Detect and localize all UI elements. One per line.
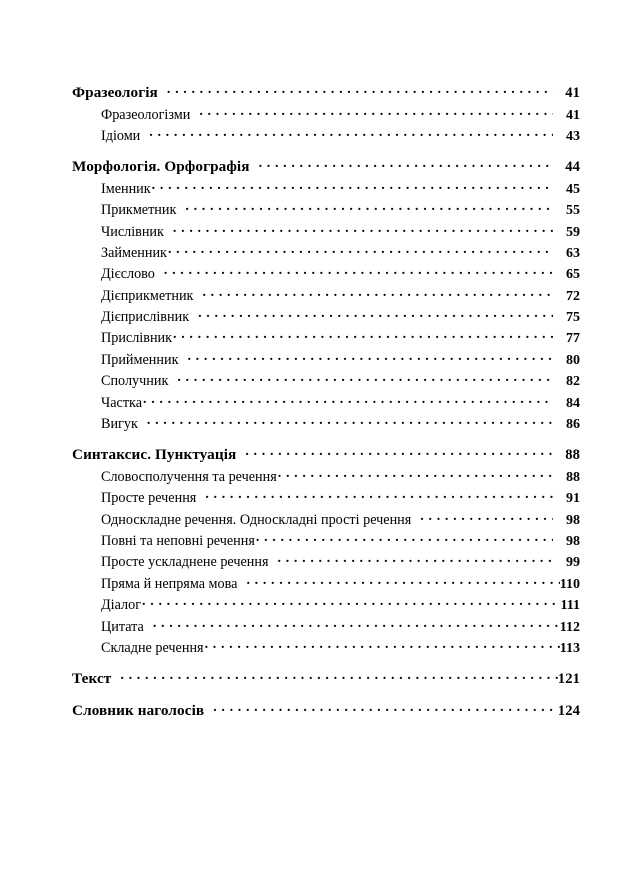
toc-entry-page-number: 121 bbox=[557, 671, 580, 688]
toc-entry[interactable] bbox=[72, 638, 580, 659]
dot-leader bbox=[199, 104, 553, 118]
toc-entry[interactable] bbox=[72, 668, 580, 690]
toc-entry[interactable] bbox=[72, 221, 580, 242]
toc-entry[interactable] bbox=[72, 392, 580, 413]
toc-entry-page-number: 112 bbox=[559, 619, 580, 635]
dot-leader bbox=[177, 371, 553, 385]
toc-entry-page-number: 88 bbox=[565, 447, 580, 464]
toc-entry-label: Словник наголосів bbox=[72, 701, 205, 719]
toc-entry[interactable] bbox=[72, 574, 580, 595]
dot-leader bbox=[198, 307, 553, 321]
toc-entry[interactable] bbox=[72, 444, 580, 466]
toc-entry-page-number: 75 bbox=[566, 310, 580, 326]
toc-entry-label: Діалог bbox=[101, 597, 142, 614]
dot-leader bbox=[142, 595, 560, 609]
toc-entry[interactable] bbox=[72, 552, 580, 573]
dot-leader bbox=[153, 616, 560, 630]
dot-leader bbox=[149, 126, 553, 140]
toc-entry-page-number: 63 bbox=[566, 245, 580, 261]
dot-leader bbox=[205, 488, 553, 502]
toc-entry[interactable] bbox=[72, 126, 580, 147]
dot-leader bbox=[278, 552, 553, 566]
toc-entry-label: Синтаксис. Пунктуація bbox=[72, 446, 237, 464]
toc-entry-label: Числівник bbox=[101, 223, 164, 240]
dot-leader bbox=[173, 221, 553, 235]
toc-entry[interactable] bbox=[72, 700, 580, 722]
toc-entry-page-number: 98 bbox=[566, 534, 580, 549]
toc-entry-label: Ідіоми bbox=[101, 127, 141, 144]
toc-entry[interactable] bbox=[72, 307, 580, 328]
toc-entry-label: Цитата bbox=[101, 618, 144, 635]
toc-entry[interactable] bbox=[72, 509, 580, 530]
dot-leader bbox=[173, 328, 553, 342]
toc-entry-label: Фразеологія bbox=[72, 84, 158, 102]
toc-entry-page-number: 88 bbox=[566, 469, 580, 485]
toc-entry[interactable] bbox=[72, 82, 580, 104]
dot-leader bbox=[185, 200, 553, 214]
toc-entry-page-number: 77 bbox=[566, 331, 580, 347]
dot-leader bbox=[246, 574, 559, 588]
dot-leader bbox=[143, 392, 553, 406]
toc-entry-label: Односкладне речення. Односкладні прості речення bbox=[101, 511, 412, 528]
dot-leader bbox=[152, 179, 553, 193]
toc-entry-label: Складне речення bbox=[101, 639, 204, 656]
toc-entry-page-number: 55 bbox=[566, 203, 580, 219]
toc-entry[interactable] bbox=[72, 264, 580, 285]
toc-entry-page-number: 59 bbox=[566, 224, 580, 240]
toc-entry[interactable] bbox=[72, 156, 580, 178]
toc-entry[interactable] bbox=[72, 104, 580, 125]
toc-entry-page-number: 124 bbox=[557, 702, 580, 719]
toc-entry[interactable] bbox=[72, 616, 580, 637]
toc-entry-page-number: 111 bbox=[560, 598, 580, 614]
dot-leader bbox=[147, 414, 553, 428]
toc-entry-page-number: 45 bbox=[566, 181, 580, 197]
dot-leader bbox=[256, 531, 553, 545]
toc-entry-label: Прийменник bbox=[101, 351, 179, 368]
toc-entry-label: Пряма й непряма мова bbox=[101, 575, 238, 592]
toc-entry-label: Займенник bbox=[101, 244, 167, 261]
dot-leader bbox=[187, 350, 553, 364]
toc-entry-label: Іменник bbox=[101, 180, 151, 197]
toc-entry-page-number: 91 bbox=[566, 491, 580, 507]
toc-entry-label: Просте ускладнене речення bbox=[101, 554, 269, 571]
toc-entry[interactable] bbox=[72, 328, 580, 349]
dot-leader bbox=[164, 264, 553, 278]
toc-entry[interactable] bbox=[72, 467, 580, 488]
toc-entry-page-number: 98 bbox=[566, 512, 580, 528]
toc-entry-label: Дієприслівник bbox=[101, 309, 190, 326]
toc-entry-page-number: 72 bbox=[566, 288, 580, 304]
toc-entry[interactable] bbox=[72, 371, 580, 392]
toc-entry-page-number: 44 bbox=[565, 159, 580, 176]
dot-leader bbox=[278, 467, 553, 481]
dot-leader bbox=[213, 700, 558, 715]
dot-leader bbox=[259, 156, 553, 171]
dot-leader bbox=[245, 444, 553, 459]
toc-entry-label: Прислівник bbox=[101, 330, 173, 347]
toc-entry-label: Дієслово bbox=[101, 266, 155, 283]
toc-entry-page-number: 41 bbox=[566, 107, 580, 123]
toc-entry-page-number: 41 bbox=[565, 85, 580, 102]
toc-entry[interactable] bbox=[72, 414, 580, 435]
toc-entry-page-number: 110 bbox=[559, 576, 580, 592]
toc-entry-page-number: 86 bbox=[566, 417, 580, 433]
toc-entry-page-number: 80 bbox=[566, 352, 580, 368]
toc-entry-label: Повні та неповні речення bbox=[101, 533, 255, 549]
toc-entry[interactable] bbox=[72, 179, 580, 200]
toc-entry[interactable] bbox=[72, 286, 580, 307]
toc-entry[interactable] bbox=[72, 595, 580, 616]
toc-entry-label: Сполучник bbox=[101, 373, 169, 390]
toc-entry[interactable] bbox=[72, 200, 580, 221]
toc-entry[interactable] bbox=[72, 243, 580, 264]
toc-entry-label: Словосполучення та речення bbox=[101, 468, 277, 485]
dot-leader bbox=[205, 638, 560, 652]
toc-entry-label: Прикметник bbox=[101, 202, 177, 219]
toc-entry-label: Морфологія. Орфографія bbox=[72, 158, 250, 176]
toc-entry-label: Вигук bbox=[101, 416, 138, 433]
toc-entry-page-number: 65 bbox=[566, 267, 580, 283]
toc-entry-label: Частка bbox=[101, 394, 142, 411]
toc-entry-label: Просте речення bbox=[101, 490, 197, 507]
toc-entry-page-number: 84 bbox=[566, 395, 580, 411]
dot-leader bbox=[167, 82, 553, 97]
dot-leader bbox=[420, 509, 553, 523]
toc-entry-page-number: 82 bbox=[566, 374, 580, 390]
toc-entry-label: Дієприкметник bbox=[101, 287, 194, 304]
toc-entry-label: Фразеологізми bbox=[101, 106, 191, 123]
toc-entry-label: Текст bbox=[72, 670, 112, 688]
dot-leader bbox=[168, 243, 553, 257]
toc-entry[interactable] bbox=[72, 350, 580, 371]
toc-entry[interactable] bbox=[72, 531, 580, 552]
dot-leader bbox=[202, 286, 553, 300]
toc-entry[interactable] bbox=[72, 488, 580, 509]
toc-entry-page-number: 99 bbox=[566, 555, 580, 571]
toc-entry-page-number: 113 bbox=[559, 640, 580, 656]
dot-leader bbox=[120, 668, 557, 683]
toc-entry-page-number: 43 bbox=[566, 128, 580, 144]
